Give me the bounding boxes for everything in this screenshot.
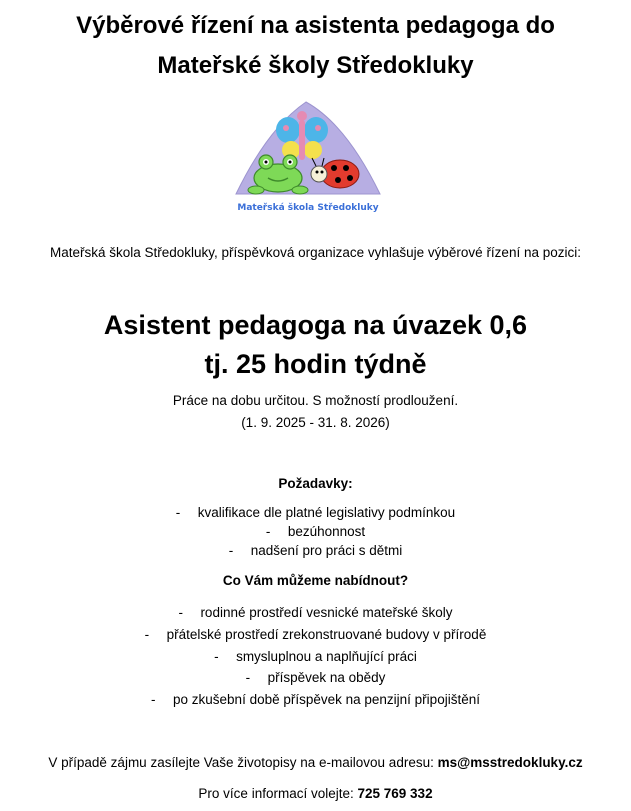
requirements-heading: Požadavky: [278, 476, 353, 491]
bullet-dash: - [265, 524, 271, 539]
bullet-dash: - [214, 649, 219, 664]
intro-text: Mateřská škola Středokluky, příspěvková organizace vyhlašuje výběrové řízení na pozici: [49, 245, 581, 260]
bullet-dash: - [228, 543, 234, 558]
offer-item: - smysluplnou a naplňující práci [214, 649, 417, 664]
bullet-dash: - [245, 670, 251, 685]
contact-phone-text: Pro více informací volejte: [198, 786, 354, 801]
offer-item: - rodinné prostředí vesnické mateřské školy [178, 605, 453, 620]
position-title-line-1: Asistent pedagoga na úvazek 0,6 [103, 310, 528, 340]
page-title-line-1: Výběrové řízení na asistenta pedagoga do [76, 12, 555, 39]
requirement-item: - kvalifikace dle platné legislativy podmínkou [175, 505, 456, 520]
bullet-dash: - [144, 627, 150, 642]
offer-item: - po zkušební době příspěvek na penzijní připojištění [151, 692, 480, 707]
offer-item: - přátelské prostředí zrekonstruované budovy v přírodě [144, 627, 487, 642]
butterfly-icon [276, 111, 328, 160]
position-title-line-2: tj. 25 hodin týdně [204, 349, 427, 379]
requirement-item: - bezúhonnost [265, 524, 366, 539]
position-dates: (1. 9. 2025 - 31. 8. 2026) [241, 415, 390, 430]
contact-phone[interactable]: 725 769 332 [357, 786, 433, 801]
bullet-dash: - [175, 505, 181, 520]
bullet-dash: - [151, 692, 156, 707]
page-title-line-2: Mateřské školy Středokluky [157, 52, 474, 79]
offer-item: - příspěvek na obědy [245, 670, 386, 685]
logo-text: Mateřská škola Středokluky [237, 203, 379, 213]
contact-email-text: V případě zájmu zasílejte Vaše životopisy na e-mailovou adresu: [48, 755, 434, 770]
position-duration: Práce na dobu určitou. S možností prodloužení. [172, 393, 459, 408]
school-logo [228, 98, 388, 218]
contact-email-line [0, 755, 631, 770]
offer-heading: Co Vám můžeme nabídnout? [222, 573, 409, 588]
bullet-dash: - [178, 605, 183, 620]
requirement-item: - nadšení pro práci s dětmi [228, 543, 403, 558]
contact-phone-line [0, 786, 631, 801]
contact-email[interactable]: ms@msstredokluky.cz [437, 755, 583, 770]
